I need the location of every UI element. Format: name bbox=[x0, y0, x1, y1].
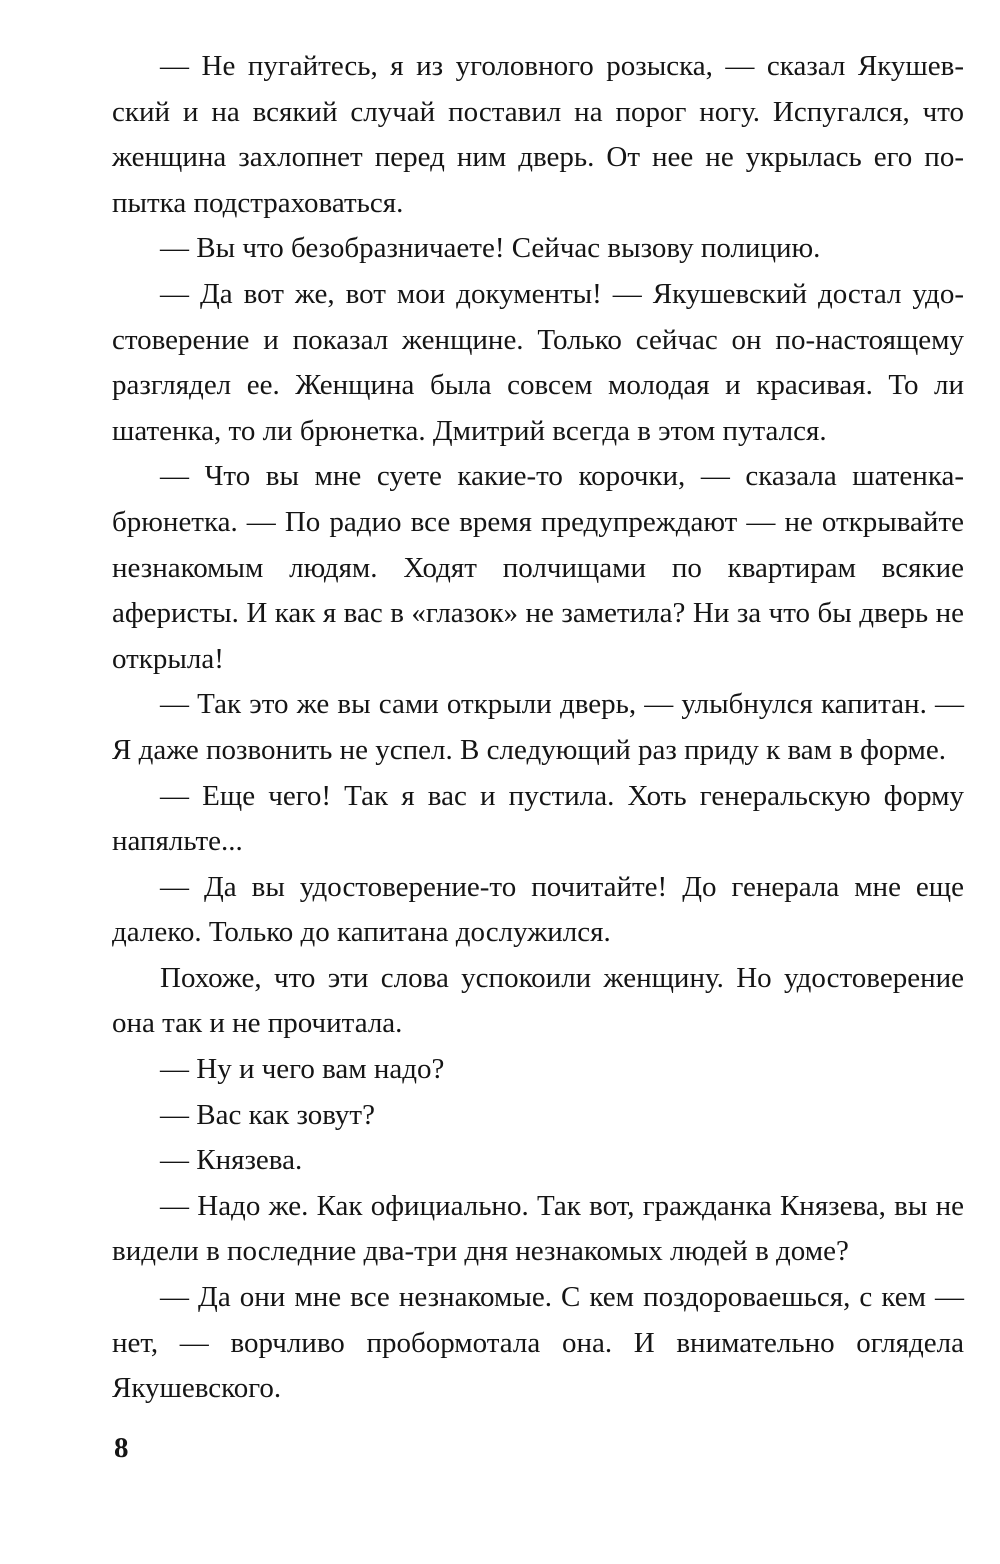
body-text bbox=[112, 44, 964, 1412]
paragraph: — Так это же вы сами открыли дверь, — улыбнулся капитан. — Я даже позвонить не успел. В следующий раз приду к вам в форме. bbox=[112, 688, 964, 766]
paragraph: — Да они мне все незнакомые. С кем поздороваешься, с кем — нет, — ворчливо пробормотала она. И внимательно оглядела Якушевского. bbox=[112, 1281, 964, 1405]
paragraph: — Не пугайтесь, я из уголовного розыска, — сказал Якушевский и на всякий случай поставил на порог ногу. Испугался, что женщина захлопнет перед ним дверь. От нее не укрылась его попытка подстраховаться. bbox=[112, 50, 964, 219]
paragraph: — Ну и чего вам надо? bbox=[160, 1053, 445, 1086]
paragraph: — Что вы мне суете какие-то корочки, — сказала шатенка-брюнетка. — По радио все время предупреждают — не открывайте незнакомым людям. Ходят полчищами по квартирам всякие аферисты. И как я вас в «глазок» не заметила? Ни за что бы дверь не открыла! bbox=[112, 460, 964, 675]
paragraph: — Да вот же, вот мои документы! — Якушевский достал удостоверение и показал женщине. Только сейчас он по-настоящему разглядел ее. Женщина была совсем молодая и красивая. То ли шатенка, то ли брюнетка. Дмитрий всегда в этом путался. bbox=[112, 277, 964, 447]
paragraph: — Князева. bbox=[160, 1144, 303, 1177]
paragraph: Похоже, что эти слова успокоили женщину. Но удостоверение она так и не прочитала. bbox=[112, 961, 964, 1040]
paragraph: — Да вы удостоверение-то почитайте! До генерала мне еще далеко. Только до капитана дослужился. bbox=[112, 870, 964, 949]
paragraph: — Вас как зовут? bbox=[160, 1098, 375, 1131]
paragraph: — Вы что безобразничаете! Сейчас вызову полицию. bbox=[160, 232, 821, 265]
paragraph: — Надо же. Как официально. Так вот, гражданка Князева, вы не видели в последние два-три дня незнакомых людей в доме? bbox=[112, 1189, 964, 1268]
page-number: 8 bbox=[114, 1432, 129, 1464]
paragraph: — Еще чего! Так я вас и пустила. Хоть генеральскую форму напяльте... bbox=[112, 779, 964, 858]
